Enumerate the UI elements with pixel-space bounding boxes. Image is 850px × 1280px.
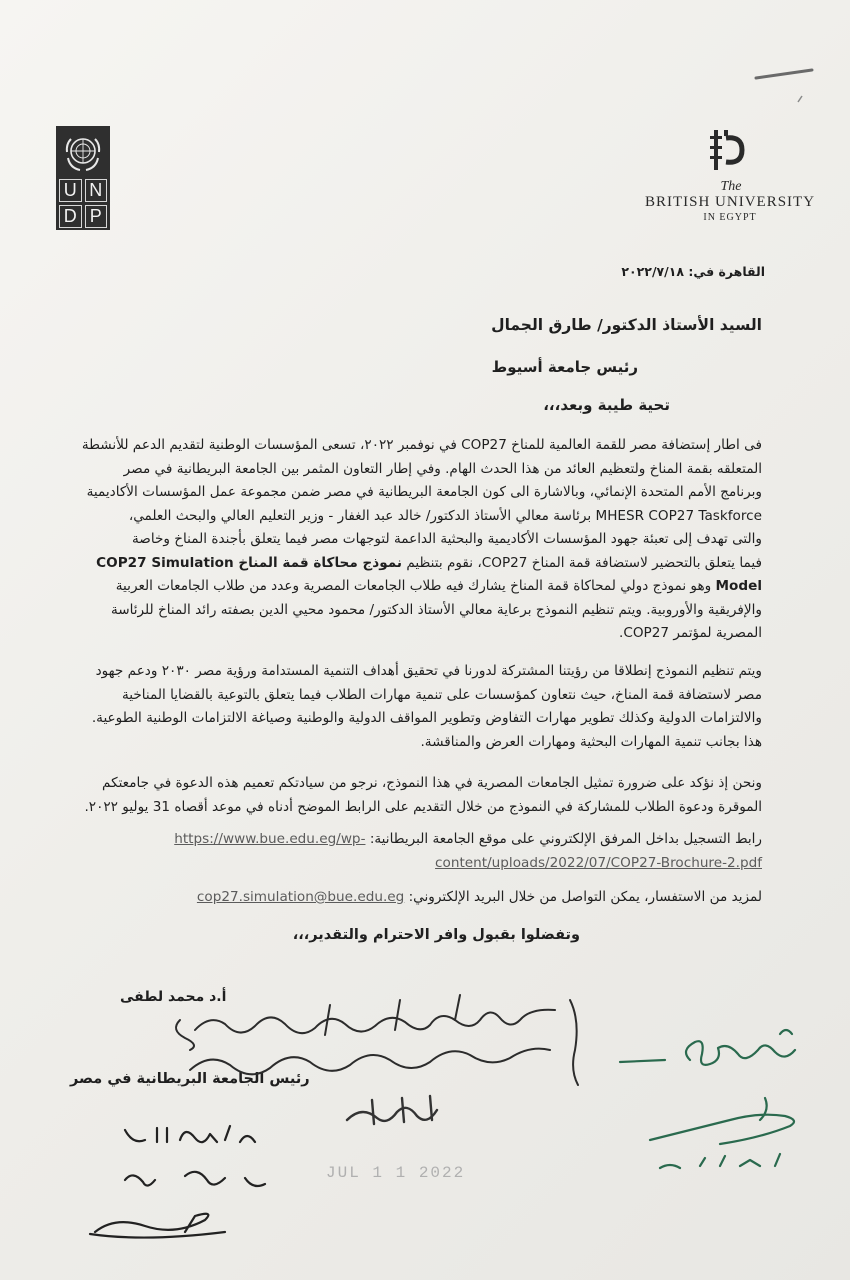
para2-line: مصر لاستضافة قمة المناخ، حيث نتعاون كمؤسسات على تنمية مهارات الطلاب فيما يتعلق بالتوعية بالقضايا المناخية — [121, 686, 762, 703]
simulation-title-end: Model — [715, 578, 762, 594]
para1-line: المتعلقه بقمة المناخ ولتعظيم العائد من هذا الحدث الهام. وفي إطار التعاون المثمر بين الجامعة البريطانية في مصر — [123, 460, 762, 477]
bue-logo-name: BRITISH UNIVERSITY — [644, 194, 816, 210]
registration-link-row — [72, 828, 762, 852]
signer-title: رئيس الجامعة البريطانية في مصر — [70, 1071, 310, 1087]
para1-line: وبرنامج الأمم المتحدة الإنمائي، وبالاشارة الى كون الجامعة البريطانية في مصر ضمن مجموعة عمل المؤسسات الأكاديمية — [86, 484, 762, 500]
handwritten-names — [85, 1120, 285, 1250]
para3-line: ونحن إذ نؤكد على ضرورة تمثيل الجامعات المصرية في هذا النموذج، نرجو من سيادتكم تعميم هذه الدعوة في جامعتكم — [102, 775, 762, 791]
para2-line: والالتزامات الدولية وكذلك تطوير مهارات التفاوض وتطوير المواقف الدولية والوطنية وصياغة الالتزامات الوطنية الطوعية. — [91, 710, 762, 726]
pen-mark — [750, 62, 820, 112]
paragraph-2 — [72, 660, 762, 754]
bue-logo-the: The — [720, 179, 742, 194]
greeting: تحية طيبة وبعد،،، — [543, 396, 670, 414]
undp-letter-n: N — [85, 179, 108, 202]
registration-link-label: رابط التسجيل بداخل المرفق الإلكتروني على موقع الجامعة البريطانية: — [369, 831, 762, 847]
seal-stamp-mark — [342, 1090, 452, 1135]
para1-line: والتى تهدف إلى تعبئة جهود المؤسسات الأكاديمية والبحثية الداعمة لتوجهات مصر فيما يتعلق بأجندة المناخ وخاصة — [131, 531, 762, 547]
signer-name: أ.د محمد لطفى — [120, 989, 227, 1005]
para2-line: هذا بجانب تنمية المهارات البحثية ومهارات العرض والمناقشة. — [420, 733, 762, 750]
para1-line: والإفريقية والأوروبية. ويتم تنظيم النموذج برعاية معالي الأستاذ الدكتور/ محمود محيي الدين بصفته رائد المناخ للرئاسة — [110, 601, 762, 618]
undp-letter-d: D — [59, 205, 82, 228]
simulation-title: نموذج محاكاة قمة المناخ COP27 Simulation — [96, 554, 403, 571]
paragraph-1 — [72, 434, 762, 646]
addressee-name: السيد الأستاذ الدكتور/ طارق الجمال — [491, 316, 762, 334]
registration-link-row-2 — [435, 852, 762, 876]
closing-line: وتفضلوا بقبول وافر الاحترام والتقدير،،، — [292, 927, 580, 943]
bue-logo-location: IN EGYPT — [703, 212, 757, 223]
contact-email-label: لمزيد من الاستفسار، يمكن التواصل من خلال البريد الإلكتروني: — [408, 889, 762, 905]
registration-link[interactable]: https://www.bue.edu.eg/wp- — [174, 831, 366, 847]
bue-crest-icon — [708, 128, 746, 172]
contact-email-link[interactable]: cop27.simulation@bue.edu.eg — [196, 889, 405, 905]
para1-line — [72, 552, 762, 576]
received-date-stamp: JUL 1 1 2022 — [326, 1164, 466, 1182]
para1-line-text: وهو نموذج دولي لمحاكاة قمة المناخ يشارك فيه طلاب الجامعات المصرية وعدد من طلاب الجامعات العربية — [115, 578, 716, 594]
paragraph-3 — [72, 772, 762, 819]
un-emblem-icon — [60, 130, 106, 176]
addressee-title: رئيس جامعة أسيوط — [491, 358, 638, 376]
para1-line: المصرية لمؤتمر COP27. — [619, 625, 762, 641]
para1-line: MHESR COP27 Taskforce برئاسة معالي الأستاذ الدكتور/ خالد عبد الغفار - وزير التعليم العالي والبحث العلمي، — [128, 507, 762, 524]
undp-letter-u: U — [59, 179, 82, 202]
contact-email-row — [72, 886, 762, 910]
undp-letter-p: P — [85, 205, 108, 228]
handwritten-note — [610, 1020, 820, 1170]
registration-link-continued[interactable]: content/uploads/2022/07/COP27-Brochure-2.pdf — [435, 855, 762, 871]
para2-line: ويتم تنظيم النموذج إنطلاقا من رؤيتنا المشتركة لدورنا في تحقيق أهداف التنمية المستدامة ورؤية مصر ٢٠٣٠ ودعم جهود — [95, 663, 762, 679]
letter-date: القاهرة في: ٢٠٢٢/٧/١٨ — [621, 264, 765, 279]
para1-line — [72, 575, 762, 599]
para1-line-text: فيما يتعلق بالتحضير لاستضافة قمة المناخ COP27، نقوم بتنظيم — [402, 554, 762, 571]
para1-line: فى اطار إستضافة مصر للقمة العالمية للمناخ COP27 في نوفمبر ٢٠٢٢، تسعى المؤسسات الوطنية لتقديم الدعم للأنشطة — [81, 437, 762, 453]
para3-line: الموقرة ودعوة الطلاب للمشاركة في النموذج من خلال التقديم على الرابط الموضح أدناه في موعد أقصاه 31 يوليو ٢٠٢٢. — [84, 798, 762, 815]
undp-logo — [56, 126, 110, 230]
